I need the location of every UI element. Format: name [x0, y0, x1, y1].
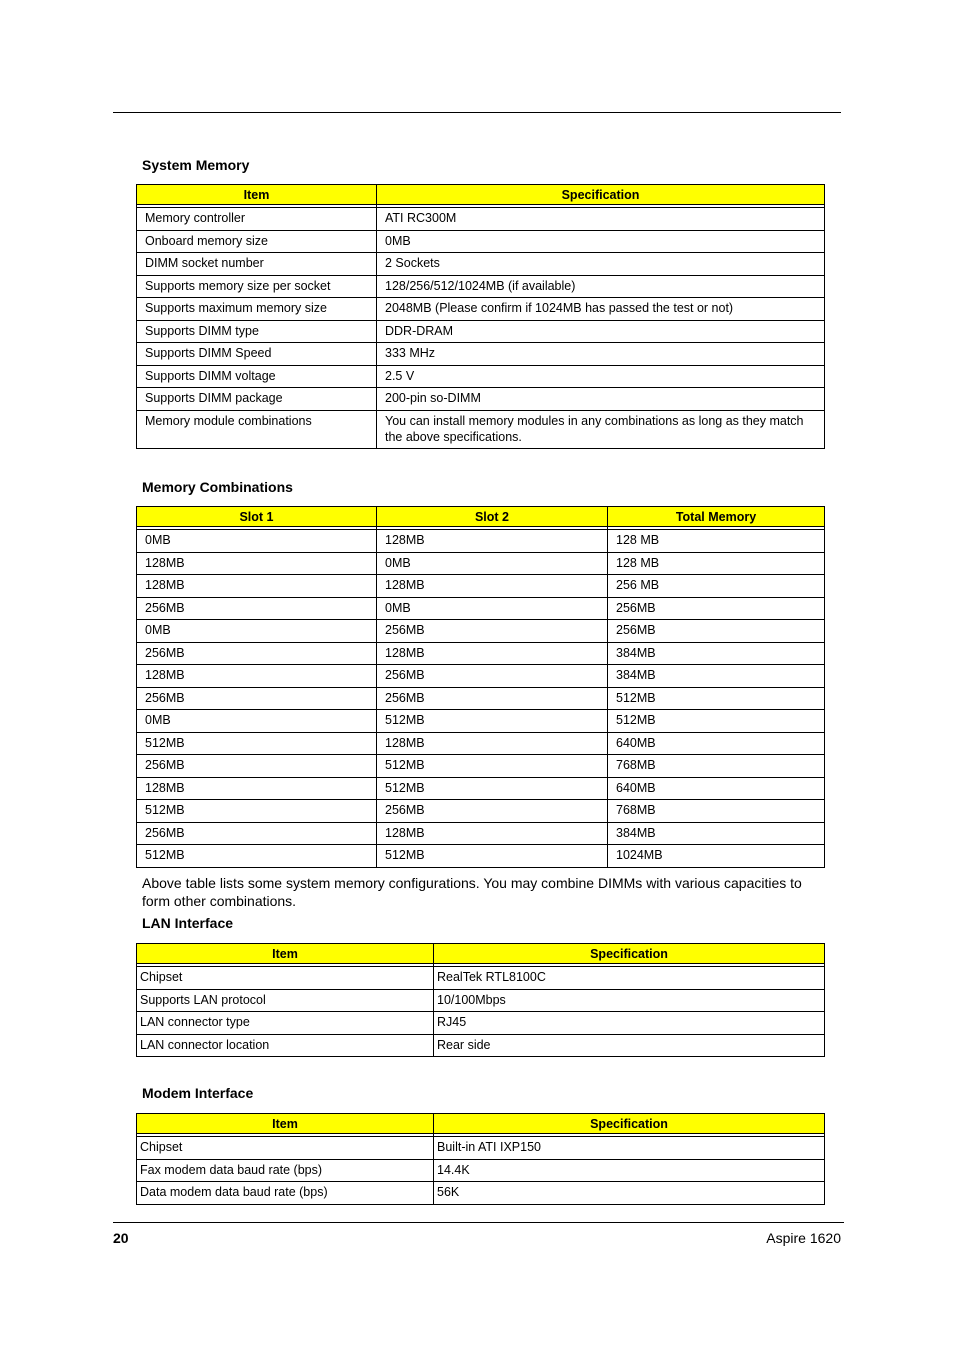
bottom-rule [113, 1222, 844, 1223]
table-cell: 256MB [137, 687, 377, 710]
table-cell: 512MB [608, 687, 825, 710]
table-cell: 128MB [137, 777, 377, 800]
table-cell: Supports maximum memory size [137, 298, 377, 321]
table-cell: 200-pin so-DIMM [377, 388, 825, 411]
table-row [137, 777, 825, 800]
page-number: 20 [113, 1230, 129, 1246]
table-row [137, 298, 825, 321]
table-cell: 1024MB [608, 845, 825, 868]
table-cell: LAN connector type [137, 1012, 434, 1035]
table-cell: 768MB [608, 755, 825, 778]
lan-interface-table [136, 943, 825, 1057]
table-row [137, 410, 825, 448]
top-rule [113, 112, 841, 113]
table-cell: 512MB [377, 777, 608, 800]
table-cell: 10/100Mbps [434, 989, 825, 1012]
column-header: Specification [434, 1114, 825, 1134]
table-cell: 512MB [608, 710, 825, 733]
column-header: Slot 2 [377, 507, 608, 527]
table-row [137, 365, 825, 388]
table-row [137, 967, 825, 990]
memory-combinations-heading: Memory Combinations [142, 479, 293, 495]
table-row [137, 530, 825, 553]
table-cell: 333 MHz [377, 343, 825, 366]
table-cell: 0MB [377, 552, 608, 575]
column-header: Slot 1 [137, 507, 377, 527]
column-header: Item [137, 944, 434, 964]
table-row [137, 845, 825, 868]
memory-combinations-table [136, 506, 825, 868]
table-cell: Supports DIMM Speed [137, 343, 377, 366]
table-cell: 0MB [137, 620, 377, 643]
table-cell: LAN connector location [137, 1034, 434, 1057]
table-row [137, 1012, 825, 1035]
table-row [137, 800, 825, 823]
table-cell: 0MB [377, 230, 825, 253]
table-cell: 256MB [137, 822, 377, 845]
table-row [137, 822, 825, 845]
table-cell: 0MB [377, 597, 608, 620]
table-cell: 128MB [377, 642, 608, 665]
table-cell: 0MB [137, 710, 377, 733]
table-cell: 256MB [137, 642, 377, 665]
table-cell: You can install memory modules in any combinations as long as they match the above specifications. [377, 410, 825, 448]
table-cell: 14.4K [434, 1159, 825, 1182]
table-cell: DIMM socket number [137, 253, 377, 276]
table-cell: Supports memory size per socket [137, 275, 377, 298]
table-row [137, 253, 825, 276]
table-cell: Chipset [137, 967, 434, 990]
table-cell: 640MB [608, 777, 825, 800]
table-cell: 256 MB [608, 575, 825, 598]
table-cell: 2 Sockets [377, 253, 825, 276]
column-header: Total Memory [608, 507, 825, 527]
table-cell: 128 MB [608, 552, 825, 575]
table-cell: 512MB [377, 755, 608, 778]
table-cell: DDR-DRAM [377, 320, 825, 343]
table-row [137, 343, 825, 366]
table-row [137, 388, 825, 411]
table-cell: Onboard memory size [137, 230, 377, 253]
table-cell: 256MB [137, 597, 377, 620]
table-cell: Chipset [137, 1137, 434, 1160]
table-row [137, 208, 825, 231]
table-cell: Memory module combinations [137, 410, 377, 448]
table-cell: 256MB [377, 800, 608, 823]
system-memory-body [137, 205, 825, 449]
column-header: Specification [434, 944, 825, 964]
table-cell: 256MB [377, 620, 608, 643]
table-cell: 768MB [608, 800, 825, 823]
table-row [137, 1137, 825, 1160]
table-cell: 256MB [377, 687, 608, 710]
table-row [137, 230, 825, 253]
table-row [137, 1159, 825, 1182]
table-cell: 128MB [137, 552, 377, 575]
table-cell: 0MB [137, 530, 377, 553]
table-cell: 128MB [377, 822, 608, 845]
table-cell: 256MB [608, 620, 825, 643]
table-cell: 512MB [137, 800, 377, 823]
footer-title: Aspire 1620 [766, 1230, 841, 1246]
table-cell: ATI RC300M [377, 208, 825, 231]
table-cell: 56K [434, 1182, 825, 1205]
table-cell: 2048MB (Please confirm if 1024MB has passed the test or not) [377, 298, 825, 321]
table-cell: Memory controller [137, 208, 377, 231]
table-row [137, 665, 825, 688]
table-row [137, 620, 825, 643]
table-cell: 512MB [137, 732, 377, 755]
table-cell: Supports DIMM type [137, 320, 377, 343]
table-cell: 512MB [377, 845, 608, 868]
table-cell: 512MB [377, 710, 608, 733]
table-row [137, 710, 825, 733]
table-cell: 128MB [377, 732, 608, 755]
table-cell: 2.5 V [377, 365, 825, 388]
table-row [137, 597, 825, 620]
table-cell: Supports LAN protocol [137, 989, 434, 1012]
table-cell: 512MB [137, 845, 377, 868]
system-memory-heading: System Memory [142, 157, 250, 173]
table-cell: 256MB [608, 597, 825, 620]
table-row [137, 687, 825, 710]
lan-interface-heading: LAN Interface [142, 915, 234, 931]
table-row [137, 989, 825, 1012]
table-cell: Fax modem data baud rate (bps) [137, 1159, 434, 1182]
table-row [137, 732, 825, 755]
table-cell: 128MB [377, 575, 608, 598]
table-row [137, 552, 825, 575]
table-cell: Rear side [434, 1034, 825, 1057]
table-cell: Data modem data baud rate (bps) [137, 1182, 434, 1205]
table-cell: RJ45 [434, 1012, 825, 1035]
table-cell: RealTek RTL8100C [434, 967, 825, 990]
lan-interface-body [137, 964, 825, 1057]
table-cell: Supports DIMM voltage [137, 365, 377, 388]
table-cell: 128 MB [608, 530, 825, 553]
table-cell: 384MB [608, 642, 825, 665]
memory-combinations-note: Above table lists some system memory configurations. You may combine DIMMs with various capacities to form other combinations. [142, 875, 802, 909]
table-cell: Supports DIMM package [137, 388, 377, 411]
column-header: Item [137, 1114, 434, 1134]
table-cell: 128MB [137, 665, 377, 688]
table-cell: 128/256/512/1024MB (if available) [377, 275, 825, 298]
table-cell: 384MB [608, 665, 825, 688]
table-cell: 128MB [377, 530, 608, 553]
table-row [137, 1034, 825, 1057]
table-cell: 384MB [608, 822, 825, 845]
memory-combinations-body [137, 527, 825, 868]
table-cell: Built-in ATI IXP150 [434, 1137, 825, 1160]
table-row [137, 642, 825, 665]
column-header: Item [137, 185, 377, 205]
table-cell: 640MB [608, 732, 825, 755]
system-memory-table [136, 184, 825, 449]
table-row [137, 320, 825, 343]
table-row [137, 575, 825, 598]
table-row [137, 275, 825, 298]
modem-interface-table [136, 1113, 825, 1205]
table-row [137, 1182, 825, 1205]
column-header: Specification [377, 185, 825, 205]
modem-interface-body [137, 1134, 825, 1205]
table-cell: 256MB [137, 755, 377, 778]
modem-interface-heading: Modem Interface [142, 1085, 254, 1101]
table-cell: 256MB [377, 665, 608, 688]
table-row [137, 755, 825, 778]
table-cell: 128MB [137, 575, 377, 598]
